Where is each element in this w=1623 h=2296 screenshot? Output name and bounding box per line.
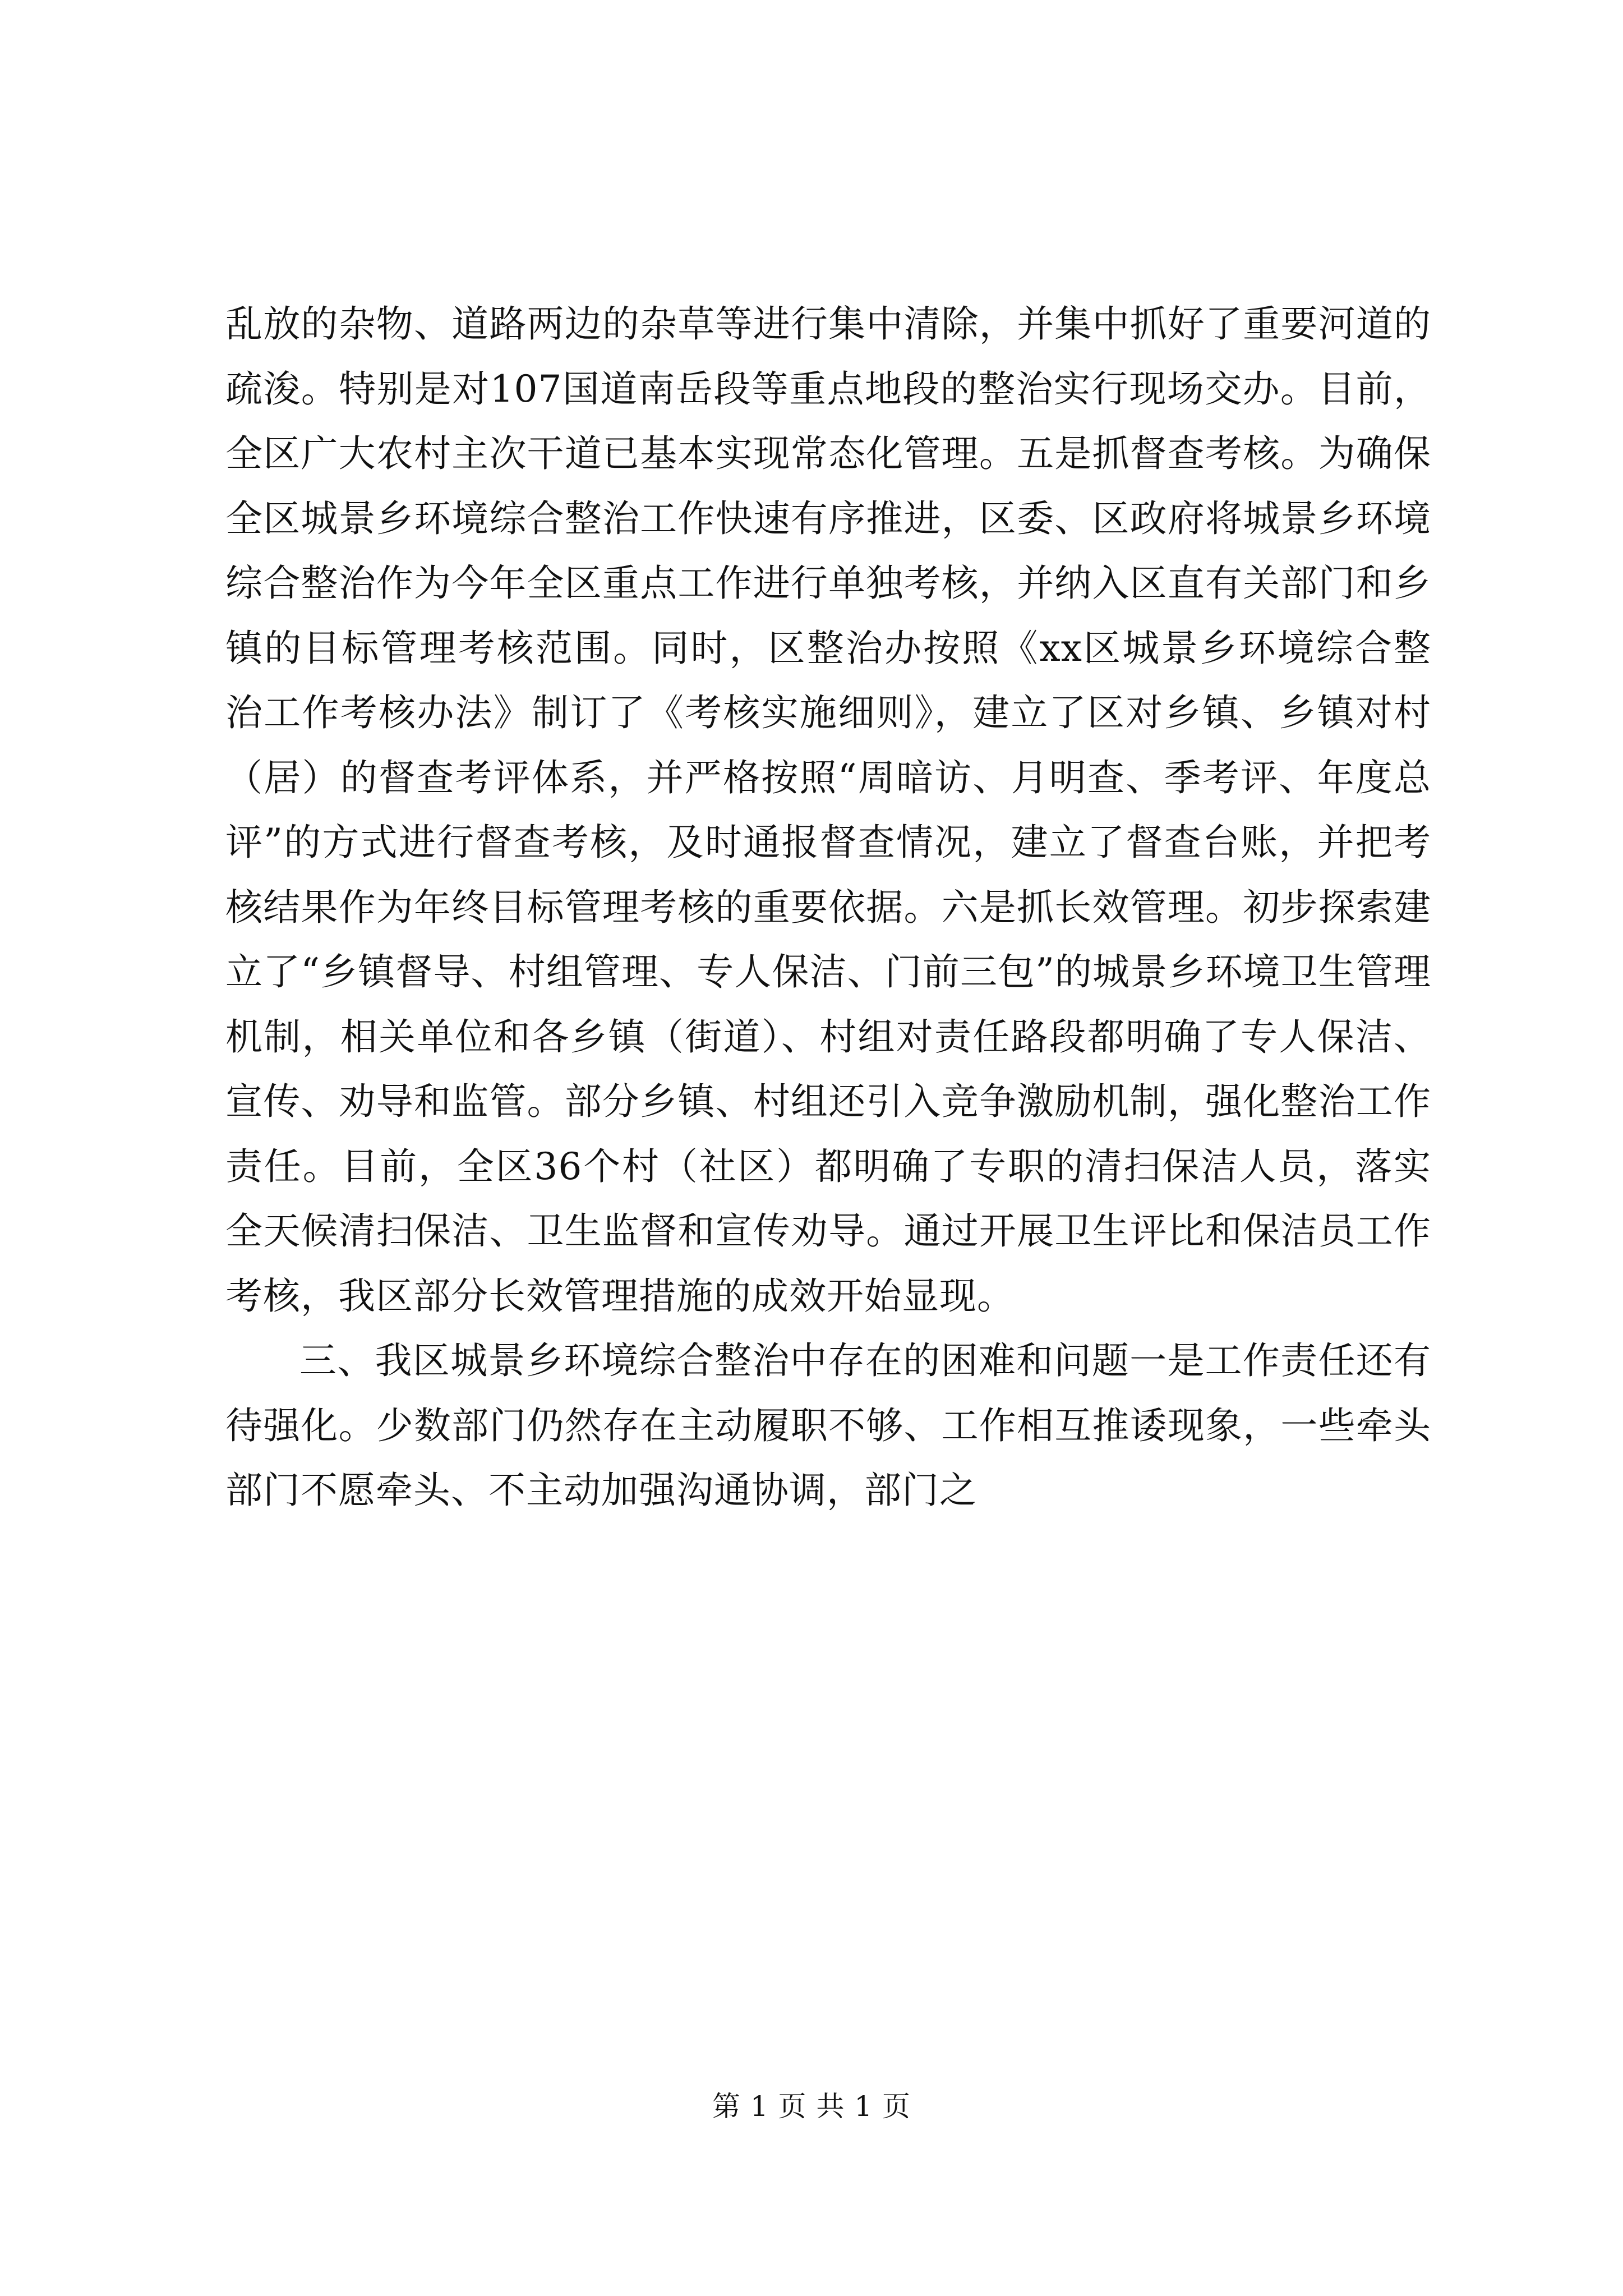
body-paragraph-1: 乱放的杂物、道路两边的杂草等进行集中清除，并集中抓好了重要河道的疏浚。特别是对107国道南岳段等重点地段的整治实行现场交办。目前，全区广大农村主次干道已基本实现常态化管理。五是抓督查考核。为确保全区城景乡环境综合整治工作快速有序推进，区委、区政府将城景乡环境综合整治作为今年全区重点工作进行单独考核，并纳入区直有关部门和乡镇的目标管理考核范围。同时，区整治办按照《xx区城景乡环境综合整治工作考核办法》制订了《考核实施细则》，建立了区对乡镇、乡镇对村（居）的督查考评体系，并严格按照“周暗访、月明查、季考评、年度总评”的方式进行督查考核，及时通报督查情况，建立了督查台账，并把考核结果作为年终目标管理考核的重要依据。六是抓长效管理。初步探索建立了“乡镇督导、村组管理、专人保洁、门前三包”的城景乡环境卫生管理机制，相关单位和各乡镇（街道）、村组对责任路段都明确了专人保洁、宣传、劝导和监管。部分乡镇、村组还引入竞争激励机制，强化整治工作责任。目前，全区36个村（社区）都明确了专职的清扫保洁人员，落实全天候清扫保洁、卫生监督和宣传劝导。通过开展卫生评比和保洁员工作考核，我区部分长效管理措施的成效开始显现。 [225, 302, 1431, 1318]
page-footer: 第 1 页 共 1 页 [712, 2090, 911, 2123]
body-paragraph-2: 三、我区城景乡环境综合整治中存在的困难和问题一是工作责任还有待强化。少数部门仍然存在主动履职不够、工作相互推诿现象，一些牵头部门不愿牵头、不主动加强沟通协调，部门之 [225, 1339, 1431, 1512]
document-body [225, 292, 1431, 1523]
